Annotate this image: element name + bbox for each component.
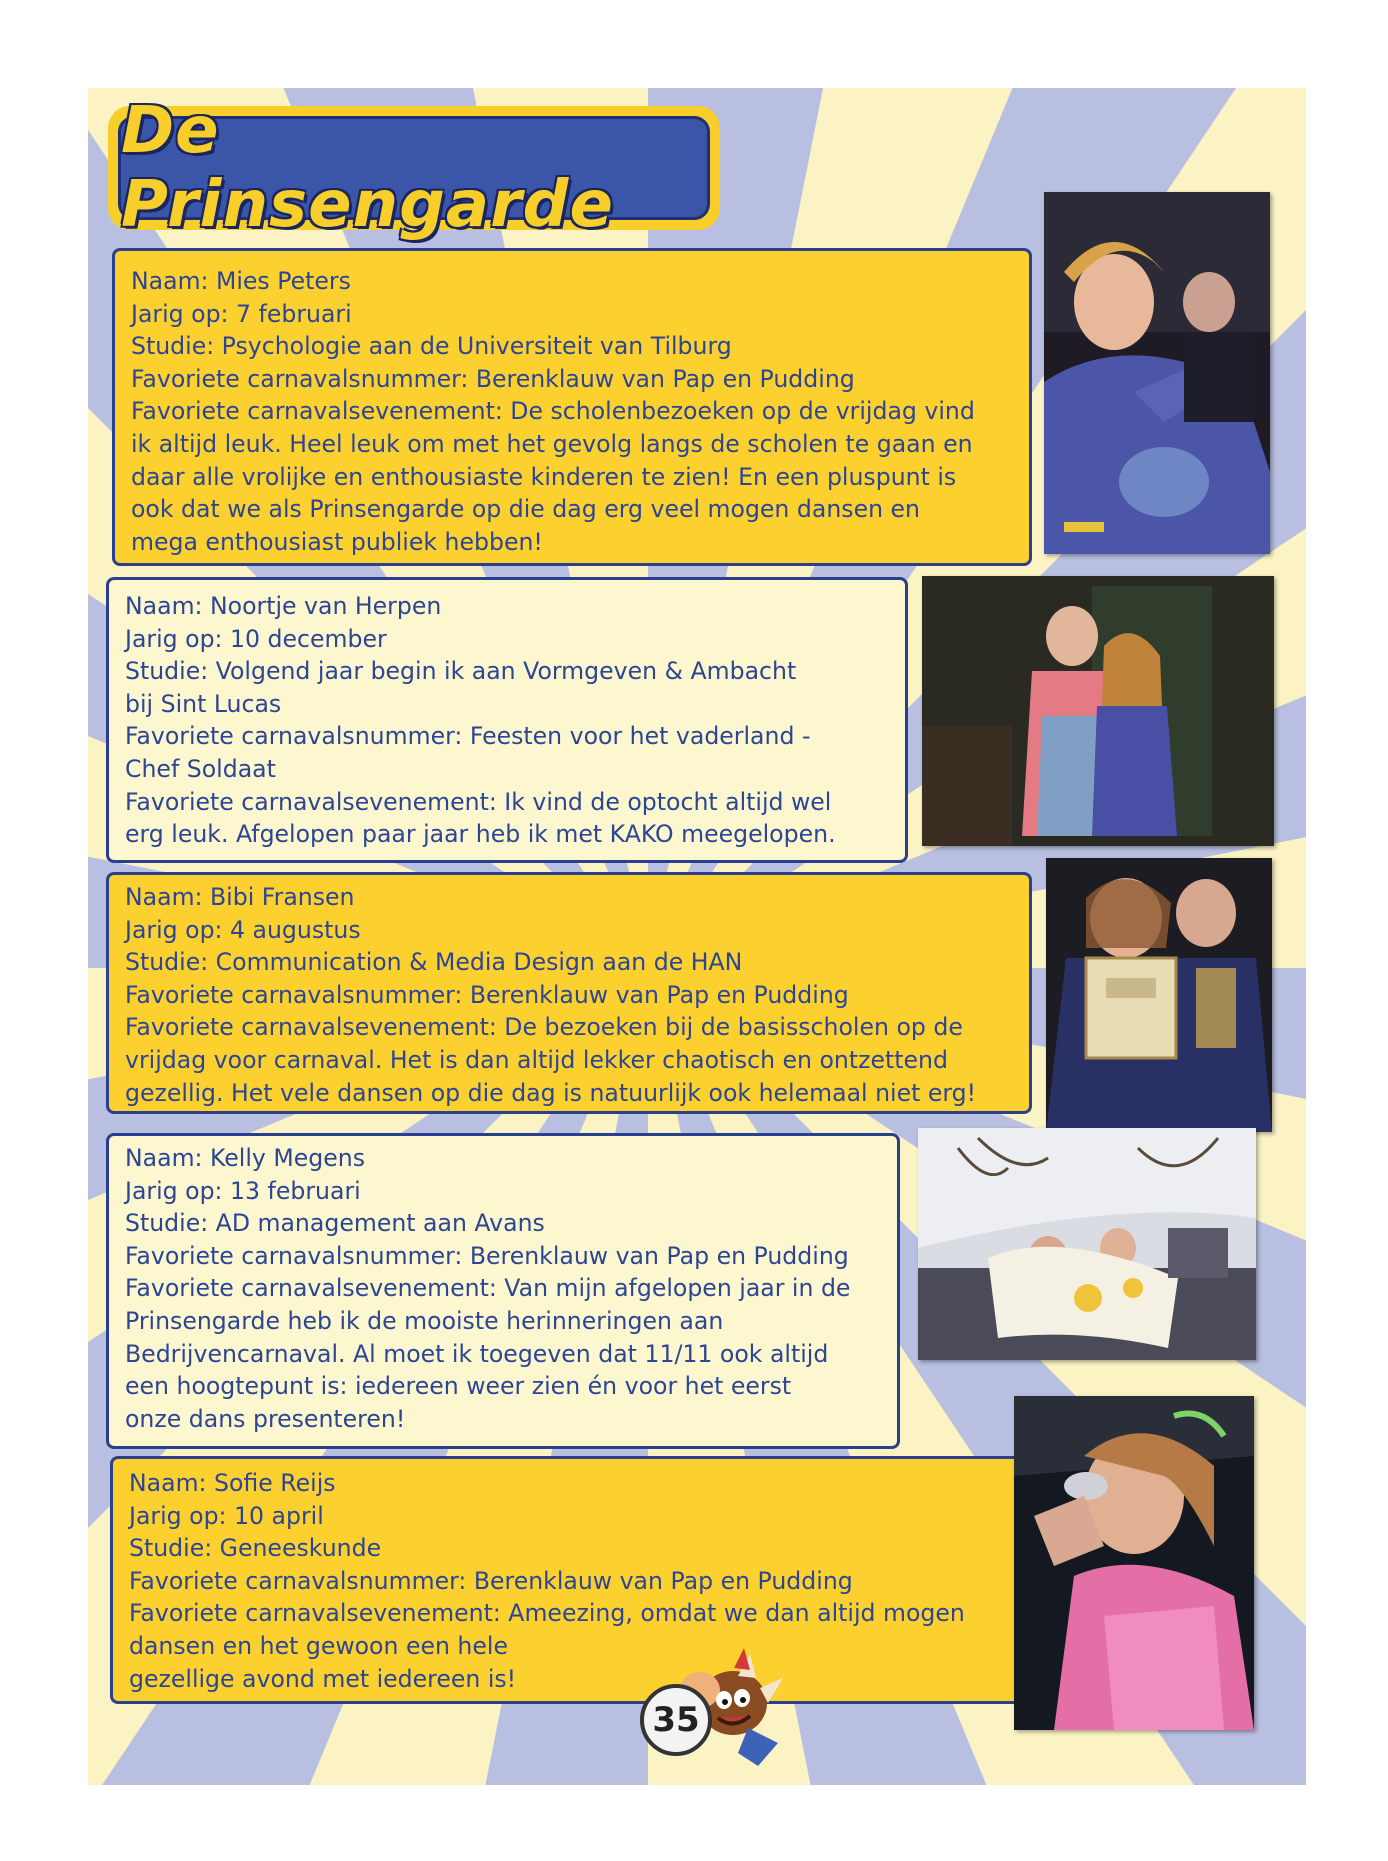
member-favorite-event: Favoriete carnavalsevenement: Van mijn afgelopen jaar in de	[125, 1274, 851, 1303]
member-text-line: vrijdag voor carnaval. Het is dan altijd lekker chaotisch en ontzettend	[125, 1045, 948, 1074]
photo-noortje-van-herpen	[922, 576, 1274, 846]
member-birthday: Jarig op: 10 december	[125, 624, 387, 653]
member-text-line: gezellig. Het vele dansen op die dag is natuurlijk ook helemaal niet erg!	[125, 1078, 977, 1107]
member-birthday: Jarig op: 10 april	[129, 1501, 324, 1530]
member-text-line: dansen en het gewoon een hele	[129, 1631, 508, 1660]
member-text-line: Chef Soldaat	[125, 754, 276, 783]
title-banner	[108, 94, 720, 242]
member-favorite-event: Favoriete carnavalsevenement: De scholenbezoeken op de vrijdag vind	[131, 397, 975, 426]
member-text-line: ik altijd leuk. Heel leuk om met het gevolg langs de scholen te gaan en	[131, 429, 973, 458]
member-favorite-song: Favoriete carnavalsnummer: Berenklauw van Pap en Pudding	[125, 1241, 849, 1270]
member-study: Studie: Communication & Media Design aan de HAN	[125, 948, 743, 977]
member-favorite-song: Favoriete carnavalsnummer: Feesten voor het vaderland -	[125, 722, 811, 751]
member-favorite-song: Favoriete carnavalsnummer: Berenklauw van Pap en Pudding	[125, 980, 849, 1009]
member-favorite-song: Favoriete carnavalsnummer: Berenklauw van Pap en Pudding	[129, 1566, 853, 1595]
member-text-line: ook dat we als Prinsengarde op die dag erg veel mogen dansen en	[131, 495, 921, 524]
member-favorite-event: Favoriete carnavalsevenement: Ameezing, omdat we dan altijd mogen	[129, 1599, 965, 1628]
photo-sofie-reijs	[1014, 1396, 1254, 1730]
member-card-mies-peters	[112, 248, 1032, 566]
page-number: 35	[640, 1684, 712, 1756]
member-name: Naam: Kelly Megens	[125, 1144, 365, 1172]
member-study: Studie: Psychologie aan de Universiteit van Tilburg	[131, 332, 732, 361]
member-favorite-song: Favoriete carnavalsnummer: Berenklauw van Pap en Pudding	[131, 364, 855, 393]
member-text-line: Bedrijvencarnaval. Al moet ik toegeven dat 11/11 ook altijd	[125, 1339, 829, 1368]
member-name: Naam: Mies Peters	[131, 267, 351, 295]
magazine-page	[88, 88, 1306, 1785]
photo-mies-peters	[1044, 192, 1270, 554]
photo-kelly-megens	[918, 1128, 1256, 1360]
member-text-line: mega enthousiast publiek hebben!	[131, 527, 543, 556]
member-favorite-event: Favoriete carnavalsevenement: Ik vind de optocht altijd wel	[125, 787, 832, 816]
member-text-line: Prinsengarde heb ik de mooiste herinneringen aan	[125, 1306, 724, 1335]
member-card-kelly-megens	[106, 1133, 900, 1449]
member-name: Naam: Noortje van Herpen	[125, 592, 442, 620]
member-text-line: gezellige avond met iedereen is!	[129, 1664, 517, 1693]
member-birthday: Jarig op: 4 augustus	[125, 915, 361, 944]
member-name: Naam: Sofie Reijs	[129, 1469, 336, 1497]
member-birthday: Jarig op: 7 februari	[131, 299, 352, 328]
page-title: De Prinsengarde	[121, 94, 614, 242]
member-birthday: Jarig op: 13 februari	[125, 1176, 361, 1205]
member-card-bibi-fransen	[106, 872, 1032, 1114]
member-study: Studie: Volgend jaar begin ik aan Vormgeven & Ambacht	[125, 657, 797, 686]
member-name: Naam: Bibi Fransen	[125, 883, 355, 911]
member-study: Studie: Geneeskunde	[129, 1534, 382, 1563]
member-text-line: bij Sint Lucas	[125, 689, 282, 718]
member-card-noortje-van-herpen	[106, 577, 908, 863]
member-favorite-event: Favoriete carnavalsevenement: De bezoeken bij de basisscholen op de	[125, 1013, 963, 1042]
title-banner-inner	[118, 94, 710, 242]
member-text-line: onze dans presenteren!	[125, 1404, 406, 1433]
member-study: Studie: AD management aan Avans	[125, 1209, 545, 1238]
member-text-line: daar alle vrolijke en enthousiaste kinderen te zien! En een pluspunt is	[131, 462, 957, 491]
photo-bibi-fransen	[1046, 858, 1272, 1132]
member-text-line: een hoogtepunt is: iedereen weer zien én voor het eerst	[125, 1372, 792, 1401]
member-card-sofie-reijs	[110, 1456, 1030, 1704]
member-text-line: erg leuk. Afgelopen paar jaar heb ik met KAKO meegelopen.	[125, 820, 836, 849]
